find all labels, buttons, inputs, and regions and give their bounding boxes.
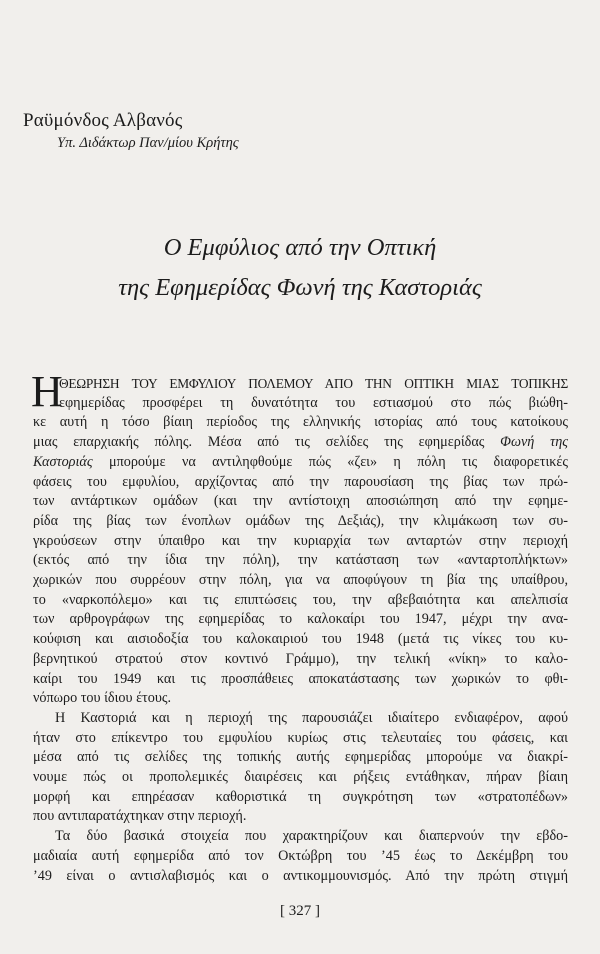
drop-cap: Η bbox=[31, 367, 63, 416]
text-line: μαδιαία αυτή εφημερίδα από τον Οκτώβρη του ’45 έως το Δεκέμβρη του bbox=[33, 847, 568, 864]
text-line: εφημερίδας προσφέρει τη δυνατότητα του εστιασμού στο πώς βιώθη- bbox=[59, 394, 568, 411]
text-line: των αντάρτικων ομάδων (και την αντίστοιχη αποσιώπηση από την εφημε- bbox=[33, 493, 568, 510]
text-line: φάσεις του εμφυλίου, αρχίζοντας από την παρουσίαση της βίας των πρώ- bbox=[33, 473, 568, 490]
page-number: [ 327 ] bbox=[280, 903, 320, 919]
text-line: γκρούσεων στην ύπαιθρο και την κυριαρχία των ανταρτών στην περιοχή bbox=[33, 532, 568, 549]
author-name: Ραϋμόνδος Αλβανός bbox=[23, 110, 183, 131]
text-line: ήταν στο επίκεντρο του εμφυλίου κυρίως στις τελευταίες του φάσεις, και bbox=[33, 729, 568, 746]
text-line: των αρθρογράφων της εφημερίδας το καλοκαίρι του 1947, μέχρι την ανα- bbox=[33, 611, 568, 628]
paragraph-3 bbox=[33, 827, 568, 886]
text-line: που αντιπαρατάχτηκαν στην περιοχή. bbox=[33, 808, 247, 825]
article-title-line-2: της Εφημερίδας Φωνή της Καστοριάς bbox=[118, 274, 482, 301]
text-line bbox=[33, 433, 568, 453]
text-line: βερνητικού στρατού στον κοντινό Γράμμο), την τελική «νίκη» το καλο- bbox=[33, 650, 568, 667]
article-body bbox=[31, 367, 568, 886]
author-affiliation: Υπ. Διδάκτωρ Παν/μίου Κρήτης bbox=[57, 135, 239, 151]
text-line: μέσα από τις σελίδες της τοπικής αυτής εφημερίδας μπορούμε να διακρί- bbox=[33, 749, 568, 766]
text-line: νουμε πώς οι προπολεμικές διαιρέσεις και ρήξεις εντάθηκαν, πήραν βίαιη bbox=[33, 769, 568, 786]
article-title-line-1: Ο Εμφύλιος από την Οπτική bbox=[163, 234, 437, 261]
paragraph-1 bbox=[31, 367, 568, 709]
text-line: μορφή και επηρέασαν καθοριστικά τη συγκρότηση των «στρατοπέδων» bbox=[33, 788, 568, 805]
text-line: Η Καστοριά και η περιοχή της παρουσιάζει ιδιαίτερο ενδιαφέρον, αφού bbox=[55, 709, 568, 726]
text-line: Τα δύο βασικά στοιχεία που χαρακτηρίζουν και διαπερνούν την εβδο- bbox=[55, 828, 568, 845]
text-line: κε αυτή η τόσο βίαιη περίοδος της ελληνικής ιστορίας από τους κατοίκους bbox=[33, 414, 568, 431]
text-line: κούφιση και αισιοδοξία του καλοκαιριού του 1948 (μετά τις νίκες του κυ- bbox=[33, 631, 568, 648]
text-span: μιας επαρχιακής πόλης. Μέσα από τις σελίδες της εφημερίδας bbox=[33, 434, 501, 451]
text-line: (εκτός από την ίδια την πόλη), την κατάσταση των «ανταρτοπλήκτων» bbox=[33, 552, 568, 569]
text-line bbox=[33, 453, 568, 473]
text-line: ’49 είναι ο αντισλαβισμός και ο αντικομμουνισμός. Από την πρώτη στιγμή bbox=[33, 867, 568, 884]
newspaper-name: Φωνή της bbox=[500, 434, 568, 451]
text-line: ΘΕΩΡΗΣΗ ΤΟΥ ΕΜΦΥΛΙΟΥ ΠΟΛΕΜΟΥ ΑΠΟ ΤΗΝ ΟΠΤΙΚΗ ΜΙΑΣ ΤΟΠΙΚΗΣ bbox=[59, 376, 568, 391]
text-span: μπορούμε να αντιληφθούμε πώς «ζει» η πόλη τις διαφορετικές bbox=[92, 453, 568, 470]
text-line: καίρι του 1949 και τις προσπάθειες αποκατάστασης των χωρικών το φθι- bbox=[33, 670, 568, 687]
text-line: το «ναρκοπόλεμο» και τις επιπτώσεις του, την αβεβαιότητα και απελπισία bbox=[33, 591, 568, 608]
paragraph-2 bbox=[33, 709, 568, 827]
text-line: νόπωρο του ίδιου έτους. bbox=[33, 690, 172, 707]
text-line: ρίδα της βίας των ένοπλων ομάδων της Δεξιάς), την κλιμάκωση των συ- bbox=[33, 512, 568, 529]
text-line: χωρικών που συρρέουν στην πόλη, για να αποφύγουν τη βία της υπαίθρου, bbox=[33, 572, 568, 589]
newspaper-name: Καστοριάς bbox=[33, 453, 93, 470]
